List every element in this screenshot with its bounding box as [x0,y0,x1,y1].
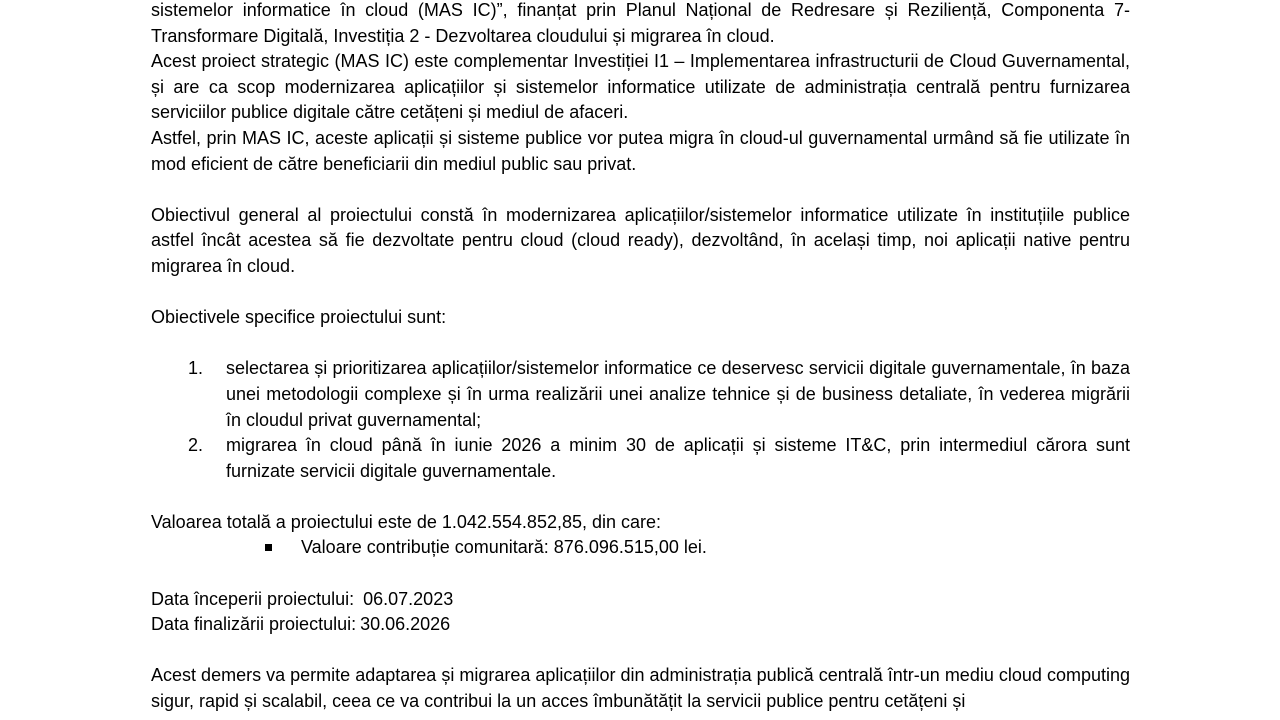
list-item-text: selectarea și prioritizarea aplicațiilor/sistemelor informatice ce deservesc servicii digitale guvernamentale, în baza unei metodologii complexe și în urma realizării unei analize tehnice și de business detaliate, în vederea migrării în cloudul privat guvernamental; [226,358,1130,430]
start-date-line [151,587,1130,613]
list-item [151,433,1130,484]
end-date-line [151,612,1130,638]
paragraph-astfel: Astfel, prin MAS IC, aceste aplicații și sisteme publice vor putea migra în cloud-ul guvernamental urmând să fie utilizate în mod eficient de către beneficiarii din mediul public sau privat. [151,127,1130,174]
spacer [151,638,1130,664]
square-bullet-icon [265,544,272,551]
specific-objectives-list [151,356,1130,484]
end-date-label: Data finalizării proiectului: [151,614,357,635]
paragraph-closing: Acest demers va permite adaptarea și migrarea aplicațiilor din administrația publică centrală într-un mediu cloud computing sigur, rapid și scalabil, ceea ce va contribui la un acces îmbunătățit la servicii publice pentru cetățeni și [151,665,1130,712]
spacer [151,280,1130,306]
bullet-item-text: Valoare contribuție comunitară: 876.096.515,00 lei. [301,537,707,558]
spacer [151,484,1130,510]
list-item [151,356,1130,433]
list-item-number: 2. [188,435,204,456]
spacer [151,561,1130,587]
paragraph-intro-continuation: sistemelor informatice în cloud (MAS IC)”, finanțat prin Planul Național de Redresare și Reziliență, Componenta 7-Transformare Digitală, Investiția 2 - Dezvoltarea cloudului și migrarea în cloud. [151,0,1130,46]
specific-objectives-heading: Obiectivele specifice proiectului sunt: [151,307,447,328]
bullet-item [151,535,1130,561]
end-date-value: 30.06.2026 [360,614,451,635]
paragraph-general-objective: Obiectivul general al proiectului constă în modernizarea aplicațiilor/sistemelor informatice utilizate în instituțiile publice astfel încât acestea să fie dezvoltate pentru cloud (cloud ready), dezvoltând, în același timp, noi aplicații native pentru migrarea în cloud. [151,204,1130,276]
document-body [151,0,1130,715]
spacer [151,331,1130,357]
paragraph-complementary: Acest proiect strategic (MAS IC) este complementar Investiției I1 – Implementarea infrastructurii de Cloud Guvernamental, și are ca scop modernizarea aplicațiilor și sistemelor informatice utilizate de administrația centrală pentru furnizarea serviciilor publice digitale către cetățeni și mediul de afaceri. [151,51,1130,123]
start-date-value: 06.07.2023 [363,588,454,609]
list-item-number: 1. [188,358,204,379]
list-item-text: migrarea în cloud până în iunie 2026 a minim 30 de aplicații și sisteme IT&C, prin intermediul cărora sunt furnizate servicii digitale guvernamentale. [226,435,1130,481]
value-bullet-list [151,535,1130,561]
spacer [151,177,1130,203]
start-date-label: Data începerii proiectului: [151,588,355,609]
total-value-line: Valoarea totală a proiectului este de 1.042.554.852,85, din care: [151,511,662,532]
